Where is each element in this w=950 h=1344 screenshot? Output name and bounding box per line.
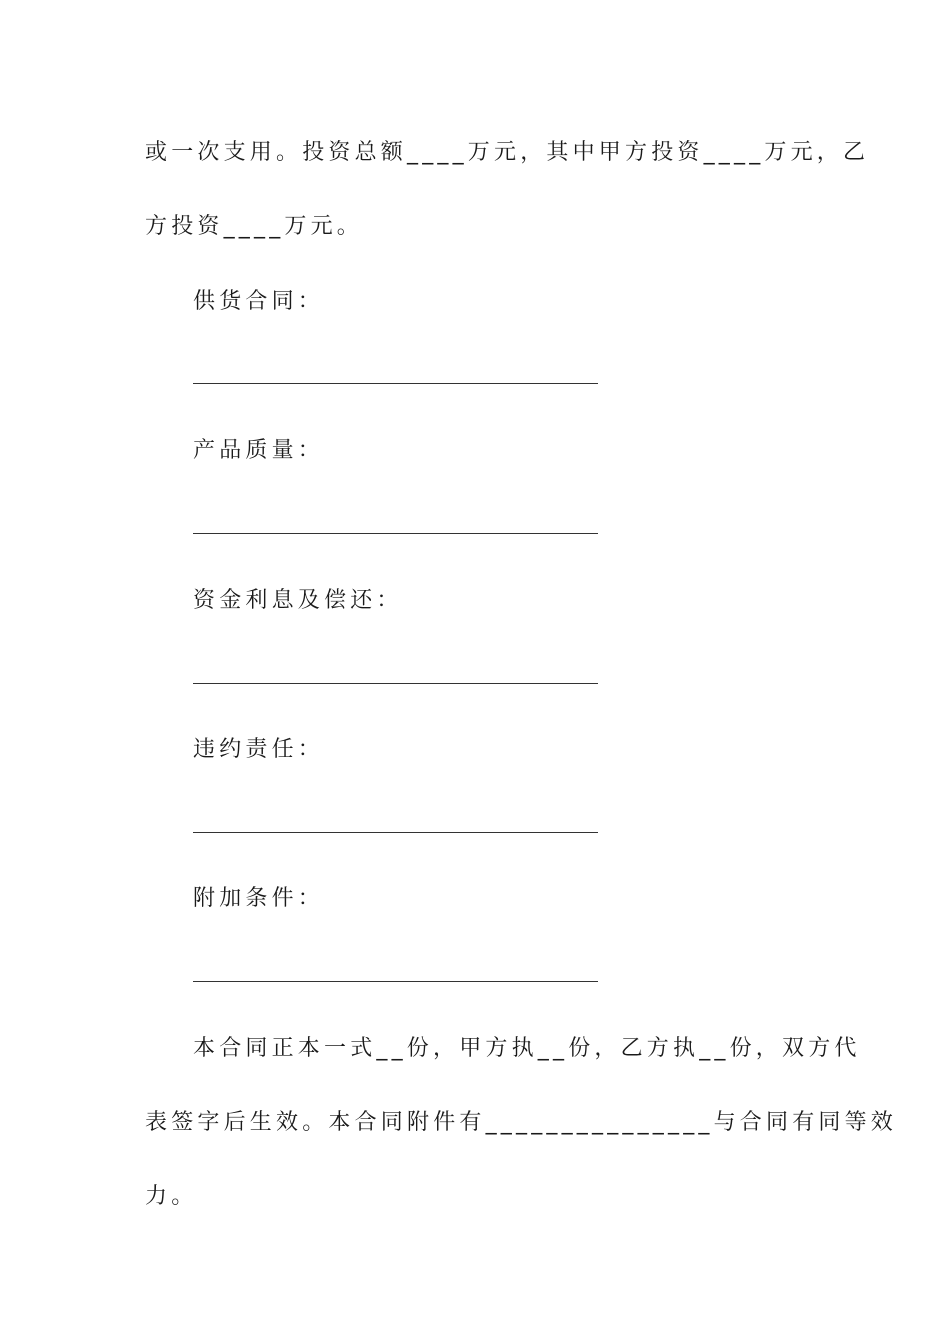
blank-line-capital-interest xyxy=(193,683,598,684)
paragraph-copies-line-3: 力。 xyxy=(145,1184,198,1209)
blank-line-supply-contract xyxy=(193,383,598,384)
field-label-liability: 违约责任： xyxy=(193,737,325,762)
blank-line-additional-terms xyxy=(193,981,598,982)
field-label-capital-interest: 资金利息及偿还： xyxy=(193,588,403,613)
paragraph-investment-line-1: 或一次支用。投资总额____万元，其中甲方投资____万元，乙 xyxy=(145,140,870,165)
paragraph-copies-line-2: 表签字后生效。本合同附件有_______________与合同有同等效 xyxy=(145,1110,898,1135)
blank-line-liability xyxy=(193,832,598,833)
field-label-product-quality: 产品质量： xyxy=(193,438,325,463)
paragraph-copies-line-1: 本合同正本一式__份，甲方执__份，乙方执__份，双方代 xyxy=(193,1036,861,1061)
field-label-supply-contract: 供货合同： xyxy=(193,289,325,314)
field-label-additional-terms: 附加条件： xyxy=(193,886,325,911)
paragraph-investment-line-2: 方投资____万元。 xyxy=(145,214,364,239)
blank-line-product-quality xyxy=(193,533,598,534)
